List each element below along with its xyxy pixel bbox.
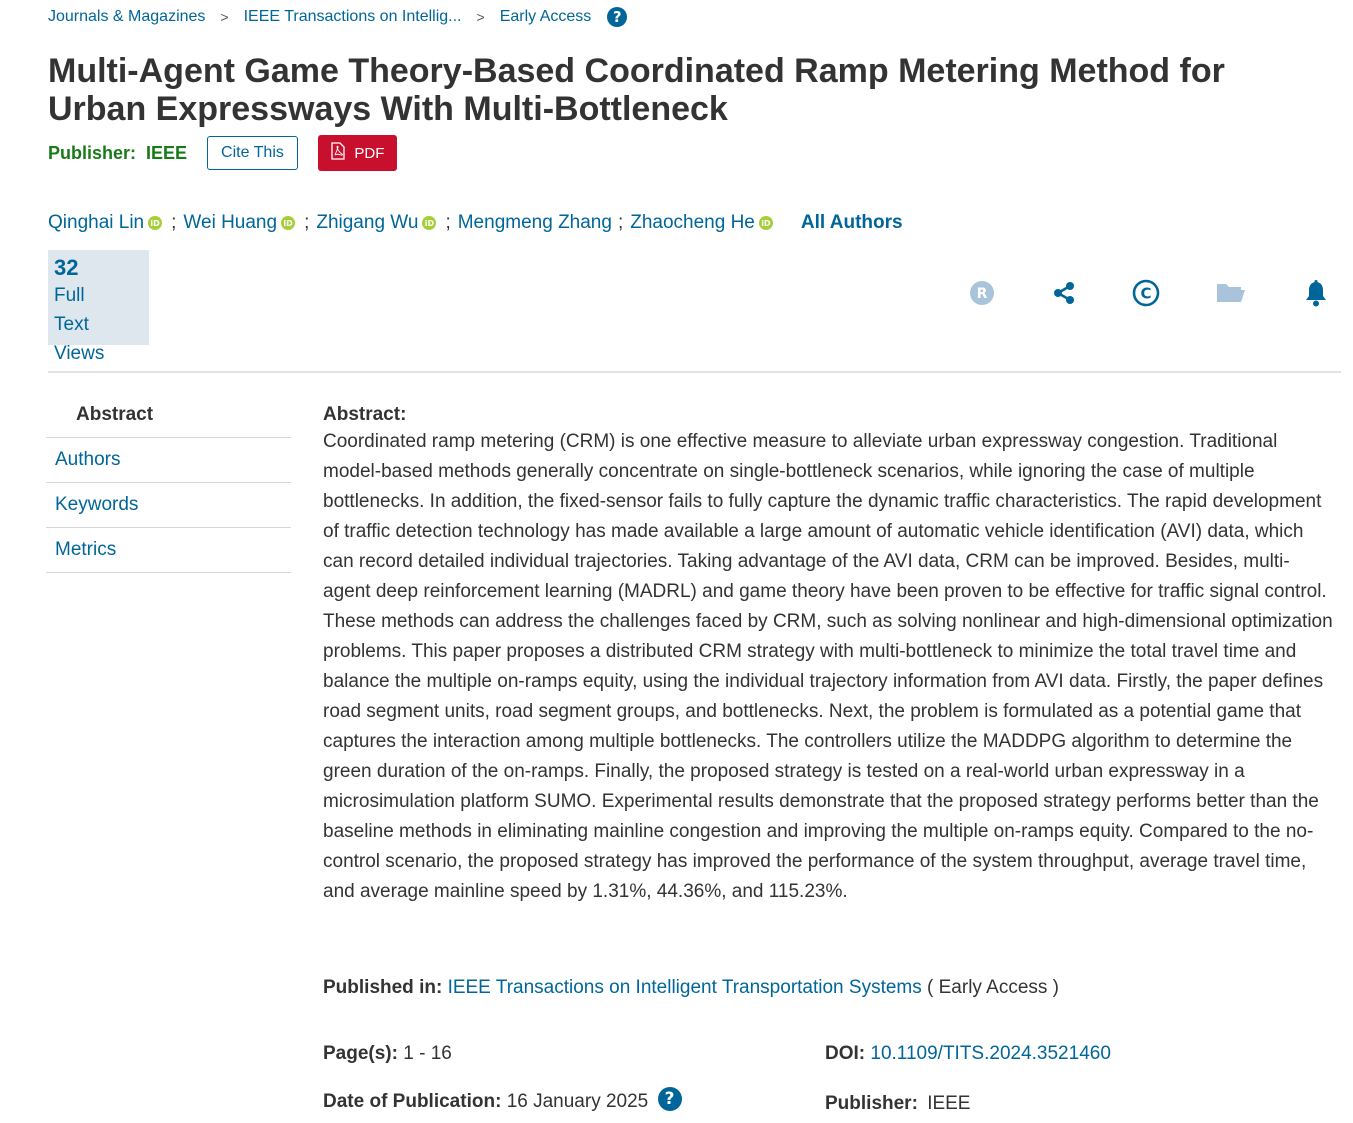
bell-icon[interactable] [1299,276,1333,310]
metric-count: 32 [54,255,79,280]
publisher-meta [825,1093,971,1115]
folder-icon[interactable] [1214,276,1248,310]
svg-text:C: C [1140,284,1152,303]
metric-label-line1: Full [54,285,85,306]
author-link[interactable]: Zhaocheng He [630,212,755,233]
pages-value: 1 - 16 [403,1043,452,1064]
date-of-publication [323,1090,682,1114]
page-title: Multi-Agent Game Theory-Based Coordinated Ramp Metering Method for Urban Expressways With Multi-Bottleneck [48,52,1225,128]
abstract-section [323,403,1333,907]
breadcrumb-journals[interactable]: Journals & Magazines [48,8,206,25]
published-in-label: Published in: [323,977,443,998]
author-link[interactable]: Qinghai Lin [48,212,145,233]
rights-icon[interactable] [965,276,999,310]
pages-label: Page(s): [323,1043,398,1064]
breadcrumb-separator: > [220,9,229,25]
author-separator: ; [171,212,177,233]
breadcrumb [48,6,627,28]
document-section-nav [46,393,291,573]
doi-link[interactable]: 10.1109/TITS.2024.3521460 [870,1043,1111,1064]
publisher-label: Publisher: [48,142,137,163]
date-label: Date of Publication: [323,1091,502,1113]
abstract-text: Coordinated ramp metering (CRM) is one effective measure to alleviate urban expressway congestion. Traditional model-based methods generally concentrate on single-bottleneck scenarios, while ignoring the case of multiple bottlenecks. In addition, the fixed-sensor fails to fully capture the dynamic traffic characteristics. The rapid development of traffic detection technology has made available a large amount of automatic vehicle identification (AVI) data, which can record detailed individual trajectories. Taking advantage of the AVI data, CRM can be improved. Besides, multi-agent deep reinforcement learning (MADRL) and game theory have been proven to be effective for traffic signal control. These methods can address the challenges faced by CRM, such as solving nonlinear and high-dimensional optimization problems. This paper proposes a distributed CRM strategy with multi-bottleneck to minimize the total travel time and balance the multiple on-ramps equity, using the individual trajectory information from AVI data. Firstly, the paper defines road segment units, road segment groups, and bottlenecks. Next, the problem is formulated as a potential game that captures the interaction among multiple bottlenecks. The controllers utilize the MADDPG algorithm to determine the green duration of the on-ramps. Finally, the proposed strategy is tested on a real-world urban expressway in a microsimulation platform SUMO. Experimental results demonstrate that the proposed strategy performs better than the baseline methods in eliminating mainline congestion and improving the multiple on-ramps equity. Compared to the no-control scenario, the proposed strategy has improved the performance of the system throughput, average travel time, and average mainline speed by 1.31%, 44.36%, and 115.23%. [323,431,1333,902]
pdf-label: PDF [354,144,385,162]
author-link[interactable]: Mengmeng Zhang [457,212,612,233]
date-value: 16 January 2025 [506,1091,649,1113]
orcid-icon[interactable]: iD [281,216,295,230]
publisher-row [48,135,397,171]
cite-this-button[interactable]: Cite This [207,136,298,170]
orcid-icon[interactable]: iD [759,216,773,230]
help-icon[interactable]: ? [658,1087,682,1111]
author-list [48,210,903,236]
doi-label: DOI: [825,1043,866,1064]
pdf-button[interactable] [318,135,397,171]
breadcrumb-transactions[interactable]: IEEE Transactions on Intellig... [243,8,462,25]
author-link[interactable]: Zhigang Wu [316,212,419,233]
orcid-icon[interactable]: iD [148,216,162,230]
help-icon[interactable]: ? [607,7,627,27]
orcid-icon[interactable]: iD [422,216,436,230]
svg-text:R: R [976,286,988,302]
section-divider [48,371,1341,373]
abstract-heading: Abstract: [323,404,407,425]
all-authors-link[interactable]: All Authors [800,212,903,233]
publisher-meta-label: Publisher: [825,1093,918,1114]
author-separator: ; [617,212,624,233]
copyright-icon[interactable] [1129,276,1163,310]
published-in-suffix: ( Early Access ) [927,977,1060,998]
author-separator: ; [304,212,310,233]
nav-item-keywords[interactable]: Keywords [46,483,291,528]
share-icon[interactable] [1047,276,1081,310]
publisher-meta-value: IEEE [927,1093,971,1114]
nav-item-abstract[interactable]: Abstract [46,393,291,438]
breadcrumb-separator: > [476,9,485,25]
author-link[interactable]: Wei Huang [183,212,278,233]
full-text-views-metric[interactable] [48,250,149,364]
metric-label-line2: Text Views [54,314,105,364]
pdf-icon [330,142,346,164]
pages [323,1043,452,1065]
nav-item-authors[interactable]: Authors [46,438,291,483]
breadcrumb-early-access[interactable]: Early Access [499,8,592,25]
published-in [323,977,1059,999]
journal-link[interactable]: IEEE Transactions on Intelligent Transportation Systems [447,977,922,998]
publisher-value: IEEE [146,142,188,163]
nav-item-metrics[interactable]: Metrics [46,528,291,573]
doi [825,1043,1111,1065]
author-separator: ; [445,212,451,233]
